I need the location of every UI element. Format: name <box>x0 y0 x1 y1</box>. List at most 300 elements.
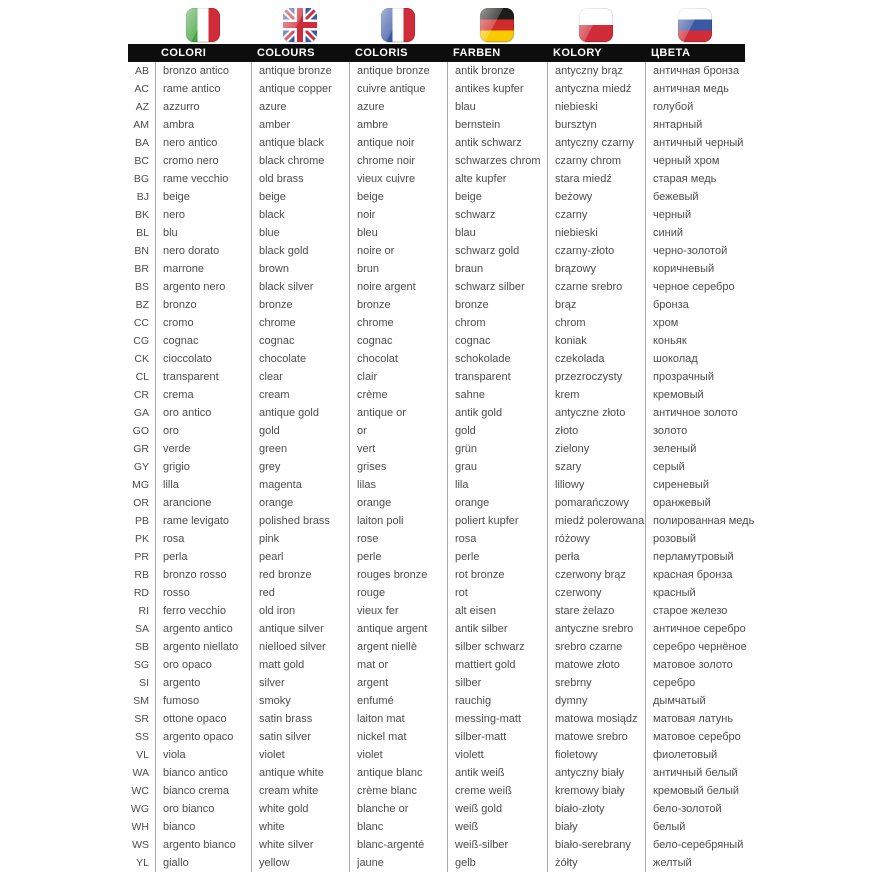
english-cell: black <box>251 206 349 224</box>
france-flag-icon <box>381 8 415 42</box>
italian-cell: bianco antico <box>155 764 251 782</box>
german-cell: silber <box>447 674 547 692</box>
german-cell: chrom <box>447 314 547 332</box>
table-header-bar <box>128 44 745 62</box>
german-cell: antik gold <box>447 404 547 422</box>
italian-cell: bronzo antico <box>155 62 251 80</box>
french-cell: vieux fer <box>349 602 447 620</box>
russian-cell: серебро <box>645 674 745 692</box>
code-cell: SS <box>134 731 149 743</box>
polish-cell: srebrny <box>547 674 645 692</box>
italian-cell: blu <box>155 224 251 242</box>
german-cell: weiß <box>447 818 547 836</box>
italian-cell: ottone opaco <box>155 710 251 728</box>
italian-cell: argento bianco <box>155 836 251 854</box>
english-cell: chrome <box>251 314 349 332</box>
german-cell: violett <box>447 746 547 764</box>
russian-cell: бронза <box>645 296 745 314</box>
polish-cell: antyczne złoto <box>547 404 645 422</box>
polish-cell: zielony <box>547 440 645 458</box>
italian-cell: bronzo rosso <box>155 566 251 584</box>
german-cell: schwarz silber <box>447 278 547 296</box>
code-cell: SB <box>134 641 149 653</box>
table-row <box>128 422 745 440</box>
russian-cell: шоколад <box>645 350 745 368</box>
french-cell: antique or <box>349 404 447 422</box>
table-row <box>128 152 745 170</box>
russian-cell: бело-серебряный <box>645 836 745 854</box>
french-cell: rouge <box>349 584 447 602</box>
italian-cell: rame levigato <box>155 512 251 530</box>
english-cell: yellow <box>251 854 349 872</box>
polish-cell: antyczne srebro <box>547 620 645 638</box>
russian-cell: коричневый <box>645 260 745 278</box>
code-cell: WC <box>131 785 149 797</box>
russian-cell: красный <box>645 584 745 602</box>
italian-cell: verde <box>155 440 251 458</box>
english-cell: antique silver <box>251 620 349 638</box>
russian-cell: розовый <box>645 530 745 548</box>
italian-cell: crema <box>155 386 251 404</box>
english-cell: satin brass <box>251 710 349 728</box>
german-cell: rauchig <box>447 692 547 710</box>
italian-cell: perla <box>155 548 251 566</box>
russian-cell: античное серебро <box>645 620 745 638</box>
code-cell: WH <box>131 821 149 833</box>
table-row <box>128 638 745 656</box>
english-cell: antique white <box>251 764 349 782</box>
french-cell: antique bronze <box>349 62 447 80</box>
polish-cell: złoto <box>547 422 645 440</box>
polish-cell: czarne srebro <box>547 278 645 296</box>
french-cell: crème blanc <box>349 782 447 800</box>
polish-cell: brąz <box>547 296 645 314</box>
german-cell: bronze <box>447 296 547 314</box>
russia-flag-icon <box>678 8 712 42</box>
french-cell: bleu <box>349 224 447 242</box>
russian-cell: оранжевый <box>645 494 745 512</box>
russian-cell: дымчатый <box>645 692 745 710</box>
italian-cell: nero antico <box>155 134 251 152</box>
german-cell: rosa <box>447 530 547 548</box>
polish-cell: biały <box>547 818 645 836</box>
german-cell: braun <box>447 260 547 278</box>
code-cell: GA <box>133 407 149 419</box>
english-cell: white <box>251 818 349 836</box>
header-italian: COLORI <box>161 47 207 59</box>
header-code-column <box>128 44 155 62</box>
russian-cell: перламутровый <box>645 548 745 566</box>
german-cell: creme weiß <box>447 782 547 800</box>
russian-cell: античный черный <box>645 134 745 152</box>
german-cell: gelb <box>447 854 547 872</box>
english-cell: cognac <box>251 332 349 350</box>
italian-cell: nero dorato <box>155 242 251 260</box>
russian-cell: старая медь <box>645 170 745 188</box>
german-cell: silber-matt <box>447 728 547 746</box>
italian-cell: beige <box>155 188 251 206</box>
english-cell: white silver <box>251 836 349 854</box>
french-cell: brun <box>349 260 447 278</box>
english-cell: old brass <box>251 170 349 188</box>
english-cell: grey <box>251 458 349 476</box>
french-cell: cuivre antique <box>349 80 447 98</box>
italian-cell: arancione <box>155 494 251 512</box>
french-cell: vert <box>349 440 447 458</box>
french-cell: rose <box>349 530 447 548</box>
polish-cell: chrom <box>547 314 645 332</box>
code-cell: WG <box>130 803 149 815</box>
italian-cell: argento nero <box>155 278 251 296</box>
russian-cell: черный <box>645 206 745 224</box>
english-cell: gold <box>251 422 349 440</box>
english-cell: blue <box>251 224 349 242</box>
russian-cell: античная бронза <box>645 62 745 80</box>
polish-cell: biało-złoty <box>547 800 645 818</box>
french-cell: blanc-argenté <box>349 836 447 854</box>
german-cell: schokolade <box>447 350 547 368</box>
english-cell: matt gold <box>251 656 349 674</box>
table-row <box>128 260 745 278</box>
table-row <box>128 764 745 782</box>
french-cell: lilas <box>349 476 447 494</box>
polish-cell: srebro czarne <box>547 638 645 656</box>
table-row <box>128 746 745 764</box>
table-row <box>128 566 745 584</box>
english-cell: clear <box>251 368 349 386</box>
polish-cell: dymny <box>547 692 645 710</box>
header-russian: ЦВЕТА <box>651 47 691 59</box>
italian-cell: transparent <box>155 368 251 386</box>
english-cell: cream <box>251 386 349 404</box>
code-cell: AZ <box>135 101 149 113</box>
french-cell: noir <box>349 206 447 224</box>
russian-cell: полированная медь <box>645 512 745 530</box>
polish-cell: fioletowy <box>547 746 645 764</box>
table-row <box>128 134 745 152</box>
polish-cell: antyczny brąz <box>547 62 645 80</box>
german-cell: antik weiß <box>447 764 547 782</box>
polish-cell: czerwony <box>547 584 645 602</box>
russian-cell: серый <box>645 458 745 476</box>
french-cell: laiton mat <box>349 710 447 728</box>
english-cell: orange <box>251 494 349 512</box>
french-cell: rouges bronze <box>349 566 447 584</box>
english-cell: amber <box>251 116 349 134</box>
russian-cell: фиолетовый <box>645 746 745 764</box>
code-cell: CC <box>133 317 149 329</box>
german-cell: grün <box>447 440 547 458</box>
flag-gloss <box>579 8 613 42</box>
code-cell: SM <box>133 695 149 707</box>
code-cell: BK <box>134 209 149 221</box>
german-cell: messing-matt <box>447 710 547 728</box>
french-cell: enfumé <box>349 692 447 710</box>
german-cell: antik schwarz <box>447 134 547 152</box>
russian-cell: золото <box>645 422 745 440</box>
german-cell: sahne <box>447 386 547 404</box>
code-cell: BA <box>134 137 149 149</box>
italian-cell: grigio <box>155 458 251 476</box>
french-cell: noire or <box>349 242 447 260</box>
german-cell: alte kupfer <box>447 170 547 188</box>
table-row <box>128 62 745 80</box>
english-cell: satin silver <box>251 728 349 746</box>
table-row <box>128 512 755 530</box>
german-cell: weiß gold <box>447 800 547 818</box>
polish-cell: biało-serebrany <box>547 836 645 854</box>
german-cell: schwarzes chrom <box>447 152 547 170</box>
russian-cell: прозрачный <box>645 368 745 386</box>
italian-cell: ambra <box>155 116 251 134</box>
french-cell: grises <box>349 458 447 476</box>
table-row <box>128 710 745 728</box>
code-cell: YL <box>136 857 149 869</box>
french-cell: blanc <box>349 818 447 836</box>
french-cell: beige <box>349 188 447 206</box>
german-cell: antik silber <box>447 620 547 638</box>
header-french: COLORIS <box>355 47 408 59</box>
table-row <box>128 278 745 296</box>
german-cell: antik bronze <box>447 62 547 80</box>
table-row <box>128 728 745 746</box>
german-cell: rot bronze <box>447 566 547 584</box>
german-cell: gold <box>447 422 547 440</box>
table-row <box>128 368 745 386</box>
french-cell: orange <box>349 494 447 512</box>
code-cell: CG <box>133 335 149 347</box>
french-cell: or <box>349 422 447 440</box>
german-cell: beige <box>447 188 547 206</box>
code-cell: WS <box>132 839 149 851</box>
code-cell: SA <box>134 623 149 635</box>
polish-cell: czekolada <box>547 350 645 368</box>
russian-cell: матовая латунь <box>645 710 745 728</box>
italian-cell: nero <box>155 206 251 224</box>
english-cell: bronze <box>251 296 349 314</box>
french-cell: chocolat <box>349 350 447 368</box>
french-cell: argent niellè <box>349 638 447 656</box>
table-row <box>128 530 745 548</box>
polish-cell: miedź polerowana <box>547 512 645 530</box>
code-cell: RB <box>134 569 149 581</box>
french-cell: antique noir <box>349 134 447 152</box>
english-cell: antique black <box>251 134 349 152</box>
russian-cell: синий <box>645 224 745 242</box>
code-cell: BJ <box>136 191 149 203</box>
header-german: FARBEN <box>453 47 501 59</box>
english-cell: white gold <box>251 800 349 818</box>
russian-cell: бежевый <box>645 188 745 206</box>
english-cell: old iron <box>251 602 349 620</box>
code-cell: SI <box>139 677 149 689</box>
german-cell: poliert kupfer <box>447 512 547 530</box>
german-cell: grau <box>447 458 547 476</box>
code-cell: WA <box>132 767 149 779</box>
table-body <box>128 62 755 872</box>
italian-cell: oro bianco <box>155 800 251 818</box>
russian-cell: желтый <box>645 854 745 872</box>
german-cell: mattiert gold <box>447 656 547 674</box>
polish-cell: matowe srebro <box>547 728 645 746</box>
table-row <box>128 692 745 710</box>
italy-flag-icon <box>186 8 220 42</box>
table-row <box>128 80 745 98</box>
english-cell: pink <box>251 530 349 548</box>
italian-cell: cromo nero <box>155 152 251 170</box>
polish-cell: czerwony brąz <box>547 566 645 584</box>
italian-cell: oro antico <box>155 404 251 422</box>
table-row <box>128 782 745 800</box>
table-row <box>128 440 745 458</box>
english-cell: nielloed silver <box>251 638 349 656</box>
polish-cell: stara miedź <box>547 170 645 188</box>
table-row <box>128 656 745 674</box>
english-cell: antique copper <box>251 80 349 98</box>
french-cell: argent <box>349 674 447 692</box>
english-cell: black silver <box>251 278 349 296</box>
code-cell: GY <box>133 461 149 473</box>
code-cell: BZ <box>135 299 149 311</box>
italian-cell: cioccolato <box>155 350 251 368</box>
russian-cell: белый <box>645 818 745 836</box>
italian-cell: argento antico <box>155 620 251 638</box>
french-cell: cognac <box>349 332 447 350</box>
german-cell: schwarz gold <box>447 242 547 260</box>
table-row <box>128 818 745 836</box>
table-row <box>128 170 745 188</box>
german-cell: perle <box>447 548 547 566</box>
italian-cell: rosso <box>155 584 251 602</box>
polish-cell: czarny-złoto <box>547 242 645 260</box>
italian-cell: cognac <box>155 332 251 350</box>
english-cell: polished brass <box>251 512 349 530</box>
table-row <box>128 404 745 422</box>
flag-gloss <box>186 8 220 42</box>
table-row <box>128 116 745 134</box>
english-cell: magenta <box>251 476 349 494</box>
flag-gloss <box>678 8 712 42</box>
polish-cell: antyczny czarny <box>547 134 645 152</box>
table-row <box>128 242 745 260</box>
polish-cell: krem <box>547 386 645 404</box>
header-english: COLOURS <box>257 47 315 59</box>
french-cell: mat or <box>349 656 447 674</box>
french-cell: clair <box>349 368 447 386</box>
table-row <box>128 458 745 476</box>
polish-cell: czarny <box>547 206 645 224</box>
code-cell: AC <box>134 83 149 95</box>
italian-cell: bronzo <box>155 296 251 314</box>
russian-cell: янтарный <box>645 116 745 134</box>
code-cell: PB <box>134 515 149 527</box>
russian-cell: матовое серебро <box>645 728 745 746</box>
russian-cell: зеленый <box>645 440 745 458</box>
french-cell: bronze <box>349 296 447 314</box>
italian-cell: argento opaco <box>155 728 251 746</box>
table-row <box>128 386 745 404</box>
code-cell: RD <box>133 587 149 599</box>
french-cell: crème <box>349 386 447 404</box>
russian-cell: матовое золото <box>645 656 745 674</box>
french-cell: chrome <box>349 314 447 332</box>
italian-cell: argento niellato <box>155 638 251 656</box>
italian-cell: bianco <box>155 818 251 836</box>
code-cell: OR <box>133 497 149 509</box>
english-cell: black chrome <box>251 152 349 170</box>
german-cell: transparent <box>447 368 547 386</box>
polish-cell: szary <box>547 458 645 476</box>
code-column-spacer <box>128 8 155 43</box>
german-cell: bernstein <box>447 116 547 134</box>
english-cell: chocolate <box>251 350 349 368</box>
code-cell: BG <box>133 173 149 185</box>
russian-cell: бело-золотой <box>645 800 745 818</box>
polish-cell: matowe złoto <box>547 656 645 674</box>
table-row <box>128 836 745 854</box>
russian-cell: черно-золотой <box>645 242 745 260</box>
english-cell: beige <box>251 188 349 206</box>
polish-cell: stare żelazo <box>547 602 645 620</box>
polish-cell: kremowy biały <box>547 782 645 800</box>
table-row <box>128 548 745 566</box>
russian-cell: голубой <box>645 98 745 116</box>
french-cell: chrome noir <box>349 152 447 170</box>
italian-cell: giallo <box>155 854 251 872</box>
french-cell: azure <box>349 98 447 116</box>
english-cell: cream white <box>251 782 349 800</box>
polish-cell: antyczna miedź <box>547 80 645 98</box>
italian-cell: oro <box>155 422 251 440</box>
table-row <box>128 494 745 512</box>
french-cell: ambre <box>349 116 447 134</box>
code-cell: RI <box>138 605 149 617</box>
english-cell: azure <box>251 98 349 116</box>
french-cell: perle <box>349 548 447 566</box>
code-cell: CL <box>135 371 149 383</box>
table-row <box>128 206 745 224</box>
english-cell: black gold <box>251 242 349 260</box>
flags-row <box>128 8 745 43</box>
english-cell: pearl <box>251 548 349 566</box>
table-row <box>128 584 745 602</box>
italian-cell: marrone <box>155 260 251 278</box>
color-codes-table-page <box>128 0 755 872</box>
code-cell: GO <box>132 425 149 437</box>
code-cell: BS <box>134 281 149 293</box>
german-cell: schwarz <box>447 206 547 224</box>
table-row <box>128 602 745 620</box>
polish-cell: pomarańczowy <box>547 494 645 512</box>
russian-cell: античный белый <box>645 764 745 782</box>
italian-cell: rosa <box>155 530 251 548</box>
polish-cell: przezroczysty <box>547 368 645 386</box>
italian-cell: argento <box>155 674 251 692</box>
polish-cell: niebieski <box>547 98 645 116</box>
french-cell: violet <box>349 746 447 764</box>
code-cell: AM <box>133 119 149 131</box>
flag-gloss <box>480 8 514 42</box>
french-cell: noire argent <box>349 278 447 296</box>
english-cell: red <box>251 584 349 602</box>
polish-cell: beżowy <box>547 188 645 206</box>
code-cell: CR <box>133 389 149 401</box>
french-cell: antique argent <box>349 620 447 638</box>
table-row <box>128 350 745 368</box>
italian-cell: azzurro <box>155 98 251 116</box>
english-cell: red bronze <box>251 566 349 584</box>
code-cell: BN <box>134 245 149 257</box>
